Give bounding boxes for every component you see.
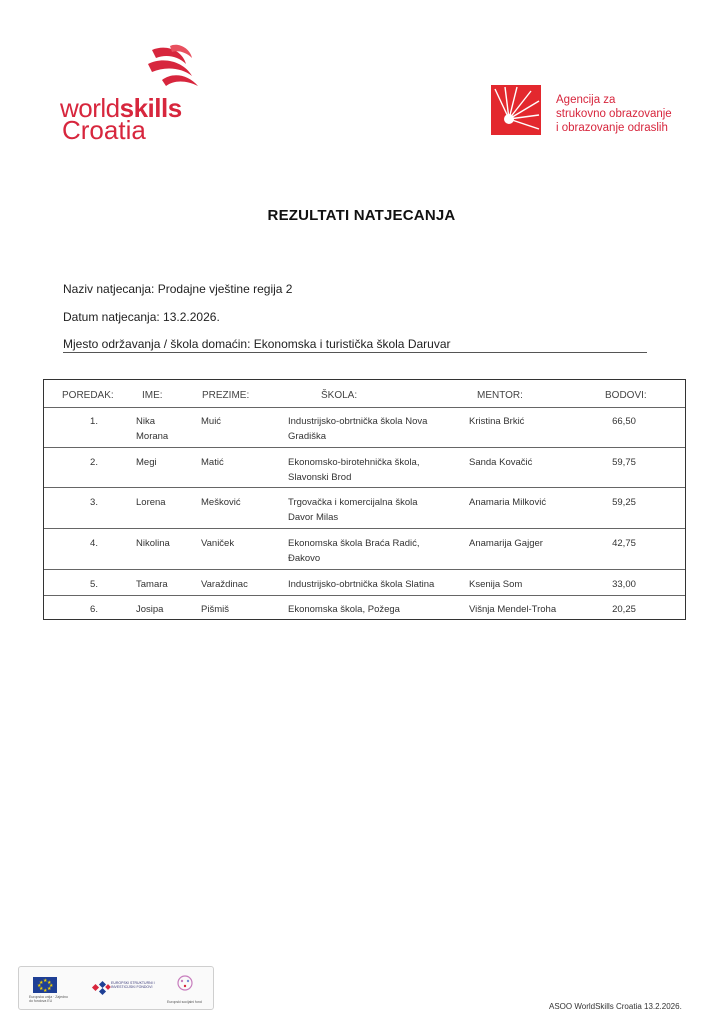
- cell-rank: 2.: [90, 457, 98, 468]
- cell-mentor: Višnja Mendel-Troha: [469, 604, 557, 615]
- header-points: BODOVI:: [605, 390, 647, 401]
- cell-first-name: Tamara: [136, 579, 168, 590]
- cell-mentor: Kristina Brkić: [469, 416, 525, 427]
- worldskills-croatia-logo: [60, 42, 200, 145]
- asoo-name: Agencija za strukovno obrazovanje i obrazovanje odraslih: [556, 94, 672, 134]
- cell-school: Trgovačka i komercijalna škola Davor Milas: [288, 497, 418, 523]
- worldskills-wordmark: worldskills: [60, 93, 182, 123]
- cell-first-name: Josipa: [136, 604, 164, 615]
- worldskills-swirl-icon: [142, 42, 202, 96]
- cell-school: Industrijsko-obrtnička škola Nova Gradiška: [288, 416, 428, 442]
- competition-date: Datum natjecanja: 13.2.2026.: [63, 310, 220, 324]
- cell-rank: 4.: [90, 538, 98, 549]
- cell-first-name: Lorena: [136, 497, 166, 508]
- cell-mentor: Anamaria Milković: [469, 497, 547, 508]
- cell-last-name: Varaždinac: [201, 579, 248, 590]
- structural-funds-caption: EUROPSKI STRUKTURNI I INVESTICIJSKI FONDOVI: [111, 981, 155, 989]
- asoo-logo: [491, 85, 691, 137]
- cell-mentor: Ksenija Som: [469, 579, 523, 590]
- header-mentor: MENTOR:: [477, 390, 523, 401]
- cell-last-name: Matić: [201, 457, 224, 468]
- row-divider: [44, 595, 685, 596]
- cell-points: 66,50: [612, 416, 636, 427]
- cell-rank: 3.: [90, 497, 98, 508]
- cell-school: Ekonomska škola, Požega: [288, 604, 400, 615]
- footer-note: ASOO WorldSkills Croatia 13.2.2026.: [549, 1002, 682, 1011]
- esf-caption: Europski socijalni fond: [167, 1000, 202, 1004]
- cell-points: 20,25: [612, 604, 636, 615]
- cell-mentor: Anamarija Gajger: [469, 538, 543, 549]
- meta-divider: [63, 352, 647, 353]
- row-divider: [44, 447, 685, 448]
- cell-last-name: Vaniček: [201, 538, 235, 549]
- cell-points: 42,75: [612, 538, 636, 549]
- row-divider: [44, 569, 685, 570]
- cell-school: Ekonomska škola Braća Radić, Đakovo: [288, 538, 420, 564]
- row-divider: [44, 528, 685, 529]
- funding-logos-strip: [18, 966, 214, 1010]
- competition-name: Naziv natjecanja: Prodajne vještine regija 2: [63, 282, 293, 296]
- worldskills-country: Croatia: [62, 115, 146, 145]
- header-school: ŠKOLA:: [321, 390, 358, 401]
- cell-points: 59,75: [612, 457, 636, 468]
- cell-rank: 5.: [90, 579, 98, 590]
- eu-caption: Europska unija · Zajedno do fondova EU: [29, 995, 68, 1003]
- cell-school: Ekonomsko-birotehnička škola, Slavonski Brod: [288, 457, 420, 483]
- competition-venue: Mjesto održavanja / škola domaćin: Ekonomska i turistička škola Daruvar: [63, 337, 451, 351]
- eu-flag-icon: ★ ★ ★ ★ ★ ★ ★ ★: [33, 977, 57, 993]
- row-divider: [44, 407, 685, 408]
- cell-points: 59,25: [612, 497, 636, 508]
- page-title: REZULTATI NATJECANJA: [267, 207, 456, 224]
- cell-points: 33,00: [612, 579, 636, 590]
- header-last-name: PREZIME:: [202, 390, 250, 401]
- header-first-name: IME:: [142, 390, 163, 401]
- asoo-sunburst-icon: [491, 85, 541, 135]
- cell-rank: 1.: [90, 416, 98, 427]
- row-divider: [44, 487, 685, 488]
- cell-last-name: Muić: [201, 416, 222, 427]
- header-rank: POREDAK:: [62, 390, 114, 401]
- cell-first-name: Megi: [136, 457, 157, 468]
- esf-logo-icon: [171, 973, 199, 1003]
- results-table: [43, 379, 686, 620]
- cell-first-name: Nikolina: [136, 538, 170, 549]
- cell-mentor: Sanda Kovačić: [469, 457, 533, 468]
- cell-last-name: Mešković: [201, 497, 241, 508]
- cell-school: Industrijsko-obrtnička škola Slatina: [288, 579, 435, 590]
- cell-rank: 6.: [90, 604, 98, 615]
- cell-last-name: Pišmiš: [201, 604, 229, 615]
- cell-first-name: Nika Morana: [136, 416, 169, 442]
